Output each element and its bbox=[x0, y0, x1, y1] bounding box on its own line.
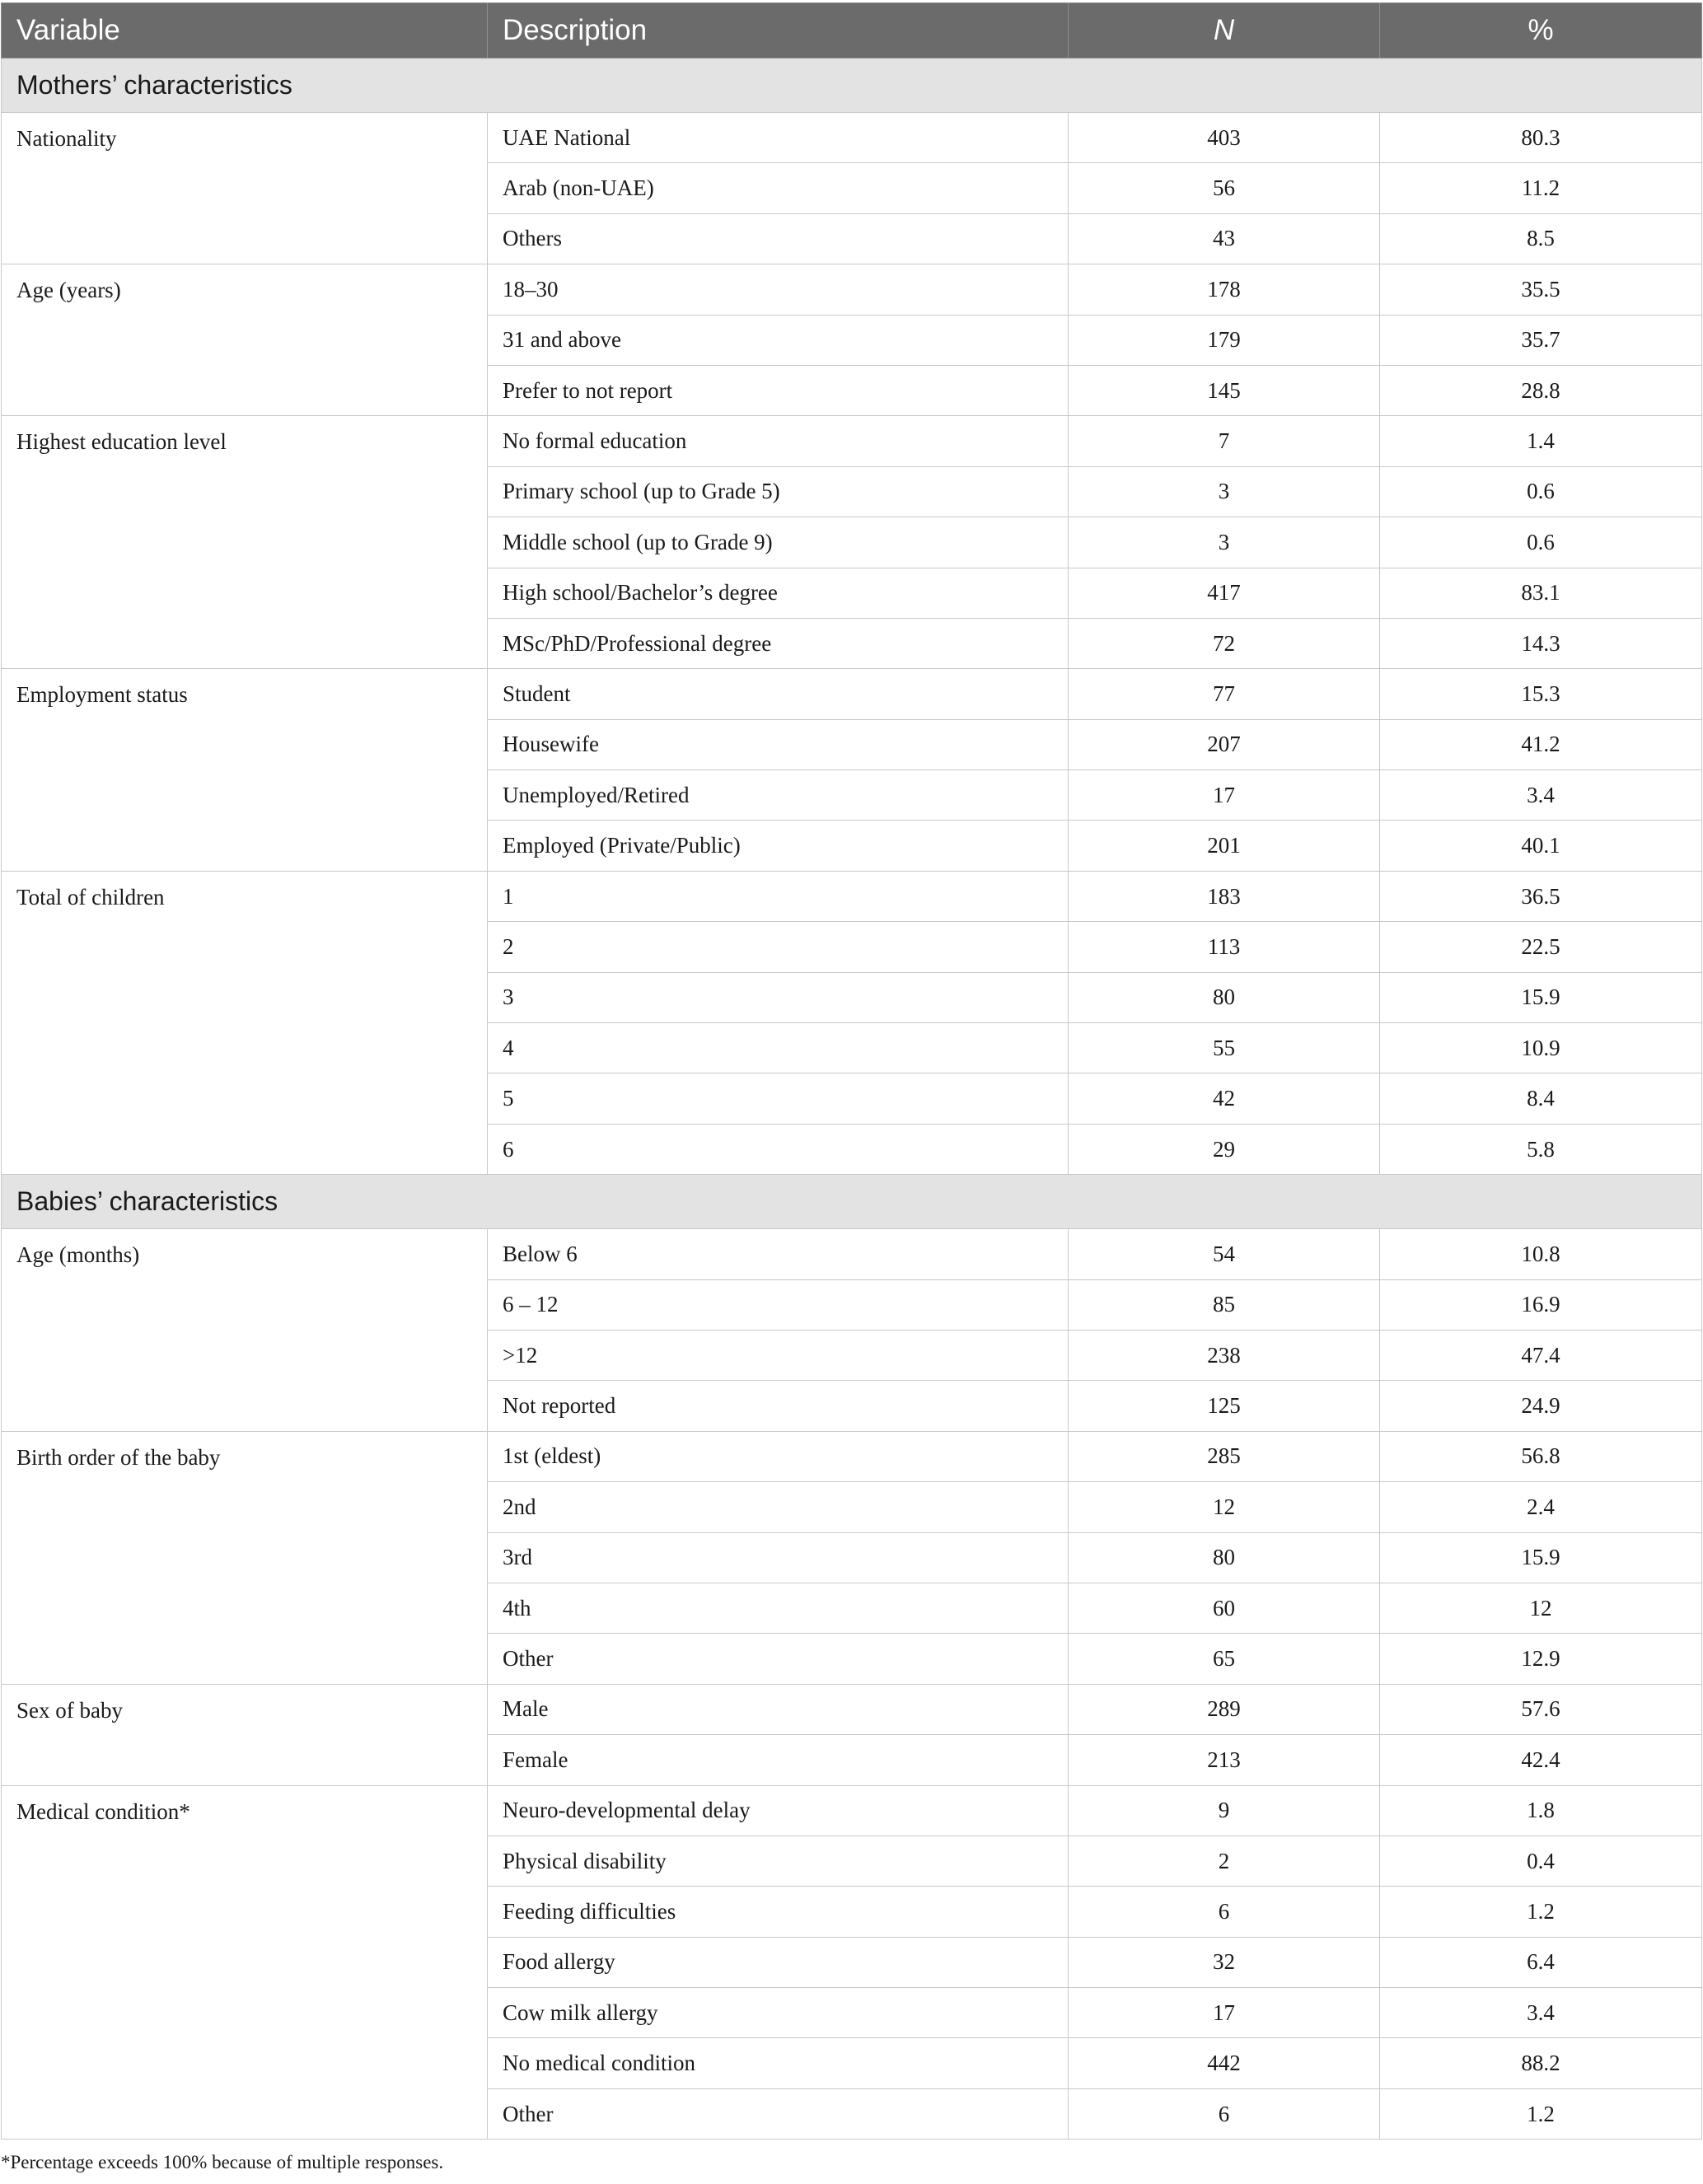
n-cell: 7 bbox=[1069, 416, 1380, 466]
n-cell: 6 bbox=[1069, 2088, 1380, 2139]
description-cell: 4th bbox=[488, 1583, 1069, 1633]
description-cell: Other bbox=[488, 1634, 1069, 1684]
description-cell: 1st (eldest) bbox=[488, 1431, 1069, 1481]
description-cell: Neuro-developmental delay bbox=[488, 1785, 1069, 1836]
n-cell: 403 bbox=[1069, 113, 1380, 163]
n-cell: 145 bbox=[1069, 365, 1380, 415]
variable-cell: Age (years) bbox=[2, 264, 488, 416]
n-cell: 6 bbox=[1069, 1887, 1380, 1937]
percent-cell: 24.9 bbox=[1380, 1381, 1702, 1431]
percent-cell: 80.3 bbox=[1380, 113, 1702, 163]
percent-cell: 15.9 bbox=[1380, 972, 1702, 1022]
percent-cell: 42.4 bbox=[1380, 1735, 1702, 1785]
description-cell: Physical disability bbox=[488, 1836, 1069, 1886]
description-cell: Unemployed/Retired bbox=[488, 770, 1069, 821]
variable-cell: Medical condition* bbox=[2, 1785, 488, 2140]
n-cell: 32 bbox=[1069, 1937, 1380, 1987]
description-cell: Male bbox=[488, 1684, 1069, 1734]
description-cell: MSc/PhD/Professional degree bbox=[488, 618, 1069, 668]
table-row bbox=[2, 113, 1702, 163]
table-body bbox=[2, 58, 1702, 2140]
percent-cell: 47.4 bbox=[1380, 1330, 1702, 1380]
percent-cell: 36.5 bbox=[1380, 871, 1702, 921]
table-row bbox=[2, 1229, 1702, 1279]
n-cell: 12 bbox=[1069, 1482, 1380, 1532]
percent-cell: 12 bbox=[1380, 1583, 1702, 1633]
percent-cell: 10.8 bbox=[1380, 1229, 1702, 1279]
variable-cell: Birth order of the baby bbox=[2, 1431, 488, 1684]
description-cell: Housewife bbox=[488, 719, 1069, 769]
n-cell: 213 bbox=[1069, 1735, 1380, 1785]
characteristics-table bbox=[1, 2, 1702, 2140]
n-cell: 65 bbox=[1069, 1634, 1380, 1684]
description-cell: Arab (non-UAE) bbox=[488, 163, 1069, 213]
n-cell: 179 bbox=[1069, 315, 1380, 365]
n-cell: 54 bbox=[1069, 1229, 1380, 1279]
section-row bbox=[2, 58, 1702, 113]
percent-cell: 3.4 bbox=[1380, 770, 1702, 821]
percent-cell: 3.4 bbox=[1380, 1988, 1702, 2038]
percent-cell: 57.6 bbox=[1380, 1684, 1702, 1734]
percent-cell: 83.1 bbox=[1380, 568, 1702, 618]
table-row bbox=[2, 871, 1702, 921]
n-cell: 43 bbox=[1069, 213, 1380, 264]
percent-cell: 14.3 bbox=[1380, 618, 1702, 668]
n-cell: 2 bbox=[1069, 1836, 1380, 1886]
table-row bbox=[2, 1684, 1702, 1734]
n-cell: 85 bbox=[1069, 1279, 1380, 1330]
percent-cell: 10.9 bbox=[1380, 1023, 1702, 1073]
percent-cell: 1.4 bbox=[1380, 416, 1702, 466]
variable-cell: Age (months) bbox=[2, 1229, 488, 1432]
table-row bbox=[2, 1785, 1702, 1836]
n-cell: 77 bbox=[1069, 669, 1380, 719]
n-cell: 80 bbox=[1069, 972, 1380, 1022]
table-header-row bbox=[2, 3, 1702, 58]
percent-cell: 1.2 bbox=[1380, 1887, 1702, 1937]
n-cell: 17 bbox=[1069, 1988, 1380, 2038]
percent-cell: 28.8 bbox=[1380, 365, 1702, 415]
description-cell: Middle school (up to Grade 9) bbox=[488, 517, 1069, 568]
description-cell: No medical condition bbox=[488, 2038, 1069, 2088]
n-cell: 80 bbox=[1069, 1532, 1380, 1583]
n-cell: 289 bbox=[1069, 1684, 1380, 1734]
n-cell: 3 bbox=[1069, 517, 1380, 568]
description-cell: Female bbox=[488, 1735, 1069, 1785]
description-cell: Others bbox=[488, 213, 1069, 264]
n-cell: 3 bbox=[1069, 466, 1380, 517]
n-cell: 17 bbox=[1069, 770, 1380, 821]
description-cell: Other bbox=[488, 2088, 1069, 2139]
description-cell: Student bbox=[488, 669, 1069, 719]
description-cell: 2 bbox=[488, 922, 1069, 972]
description-cell: High school/Bachelor’s degree bbox=[488, 568, 1069, 618]
n-cell: 178 bbox=[1069, 264, 1380, 315]
n-cell: 56 bbox=[1069, 163, 1380, 213]
description-cell: 2nd bbox=[488, 1482, 1069, 1532]
description-cell: No formal education bbox=[488, 416, 1069, 466]
n-cell: 183 bbox=[1069, 871, 1380, 921]
section-row bbox=[2, 1175, 1702, 1229]
n-cell: 60 bbox=[1069, 1583, 1380, 1633]
characteristics-table-wrapper bbox=[1, 2, 1701, 2140]
description-cell: Food allergy bbox=[488, 1937, 1069, 1987]
header-variable: Variable bbox=[2, 3, 488, 58]
percent-cell: 15.9 bbox=[1380, 1532, 1702, 1583]
variable-cell: Employment status bbox=[2, 669, 488, 872]
header-description: Description bbox=[488, 3, 1069, 58]
table-row bbox=[2, 416, 1702, 466]
n-cell: 417 bbox=[1069, 568, 1380, 618]
percent-cell: 15.3 bbox=[1380, 669, 1702, 719]
description-cell: Employed (Private/Public) bbox=[488, 821, 1069, 871]
description-cell: Not reported bbox=[488, 1381, 1069, 1431]
percent-cell: 1.8 bbox=[1380, 1785, 1702, 1836]
table-row bbox=[2, 1431, 1702, 1481]
table-row bbox=[2, 264, 1702, 315]
percent-cell: 88.2 bbox=[1380, 2038, 1702, 2088]
description-cell: 1 bbox=[488, 871, 1069, 921]
n-cell: 285 bbox=[1069, 1431, 1380, 1481]
description-cell: UAE National bbox=[488, 113, 1069, 163]
description-cell: Below 6 bbox=[488, 1229, 1069, 1279]
n-cell: 442 bbox=[1069, 2038, 1380, 2088]
percent-cell: 0.4 bbox=[1380, 1836, 1702, 1886]
n-cell: 72 bbox=[1069, 618, 1380, 668]
percent-cell: 0.6 bbox=[1380, 466, 1702, 517]
n-cell: 238 bbox=[1069, 1330, 1380, 1380]
percent-cell: 40.1 bbox=[1380, 821, 1702, 871]
n-cell: 125 bbox=[1069, 1381, 1380, 1431]
n-cell: 9 bbox=[1069, 1785, 1380, 1836]
percent-cell: 8.5 bbox=[1380, 213, 1702, 264]
percent-cell: 5.8 bbox=[1380, 1124, 1702, 1174]
variable-cell: Highest education level bbox=[2, 416, 488, 669]
percent-cell: 0.6 bbox=[1380, 517, 1702, 568]
section-title: Mothers’ characteristics bbox=[2, 58, 1702, 113]
percent-cell: 56.8 bbox=[1380, 1431, 1702, 1481]
variable-cell: Nationality bbox=[2, 113, 488, 264]
header-percent: % bbox=[1380, 3, 1702, 58]
header-n: N bbox=[1069, 3, 1380, 58]
description-cell: Cow milk allergy bbox=[488, 1988, 1069, 2038]
n-cell: 207 bbox=[1069, 719, 1380, 769]
description-cell: 6 – 12 bbox=[488, 1279, 1069, 1330]
description-cell: 31 and above bbox=[488, 315, 1069, 365]
percent-cell: 35.7 bbox=[1380, 315, 1702, 365]
description-cell: 18–30 bbox=[488, 264, 1069, 315]
variable-cell: Total of children bbox=[2, 871, 488, 1174]
n-cell: 201 bbox=[1069, 821, 1380, 871]
n-cell: 113 bbox=[1069, 922, 1380, 972]
description-cell: 4 bbox=[488, 1023, 1069, 1073]
table-row bbox=[2, 669, 1702, 719]
description-cell: 3 bbox=[488, 972, 1069, 1022]
n-cell: 42 bbox=[1069, 1073, 1380, 1124]
variable-cell: Sex of baby bbox=[2, 1684, 488, 1785]
description-cell: 6 bbox=[488, 1124, 1069, 1174]
percent-cell: 1.2 bbox=[1380, 2088, 1702, 2139]
description-cell: Prefer to not report bbox=[488, 365, 1069, 415]
percent-cell: 12.9 bbox=[1380, 1634, 1702, 1684]
description-cell: Feeding difficulties bbox=[488, 1887, 1069, 1937]
percent-cell: 16.9 bbox=[1380, 1279, 1702, 1330]
percent-cell: 8.4 bbox=[1380, 1073, 1702, 1124]
n-cell: 29 bbox=[1069, 1124, 1380, 1174]
percent-cell: 41.2 bbox=[1380, 719, 1702, 769]
description-cell: 3rd bbox=[488, 1532, 1069, 1583]
description-cell: 5 bbox=[488, 1073, 1069, 1124]
percent-cell: 6.4 bbox=[1380, 1937, 1702, 1987]
n-cell: 55 bbox=[1069, 1023, 1380, 1073]
description-cell: >12 bbox=[488, 1330, 1069, 1380]
percent-cell: 2.4 bbox=[1380, 1482, 1702, 1532]
section-title: Babies’ characteristics bbox=[2, 1175, 1702, 1229]
percent-cell: 35.5 bbox=[1380, 264, 1702, 315]
percent-cell: 11.2 bbox=[1380, 163, 1702, 213]
percent-cell: 22.5 bbox=[1380, 922, 1702, 972]
description-cell: Primary school (up to Grade 5) bbox=[488, 466, 1069, 517]
table-footnote: *Percentage exceeds 100% because of multiple responses. bbox=[1, 2152, 444, 2172]
